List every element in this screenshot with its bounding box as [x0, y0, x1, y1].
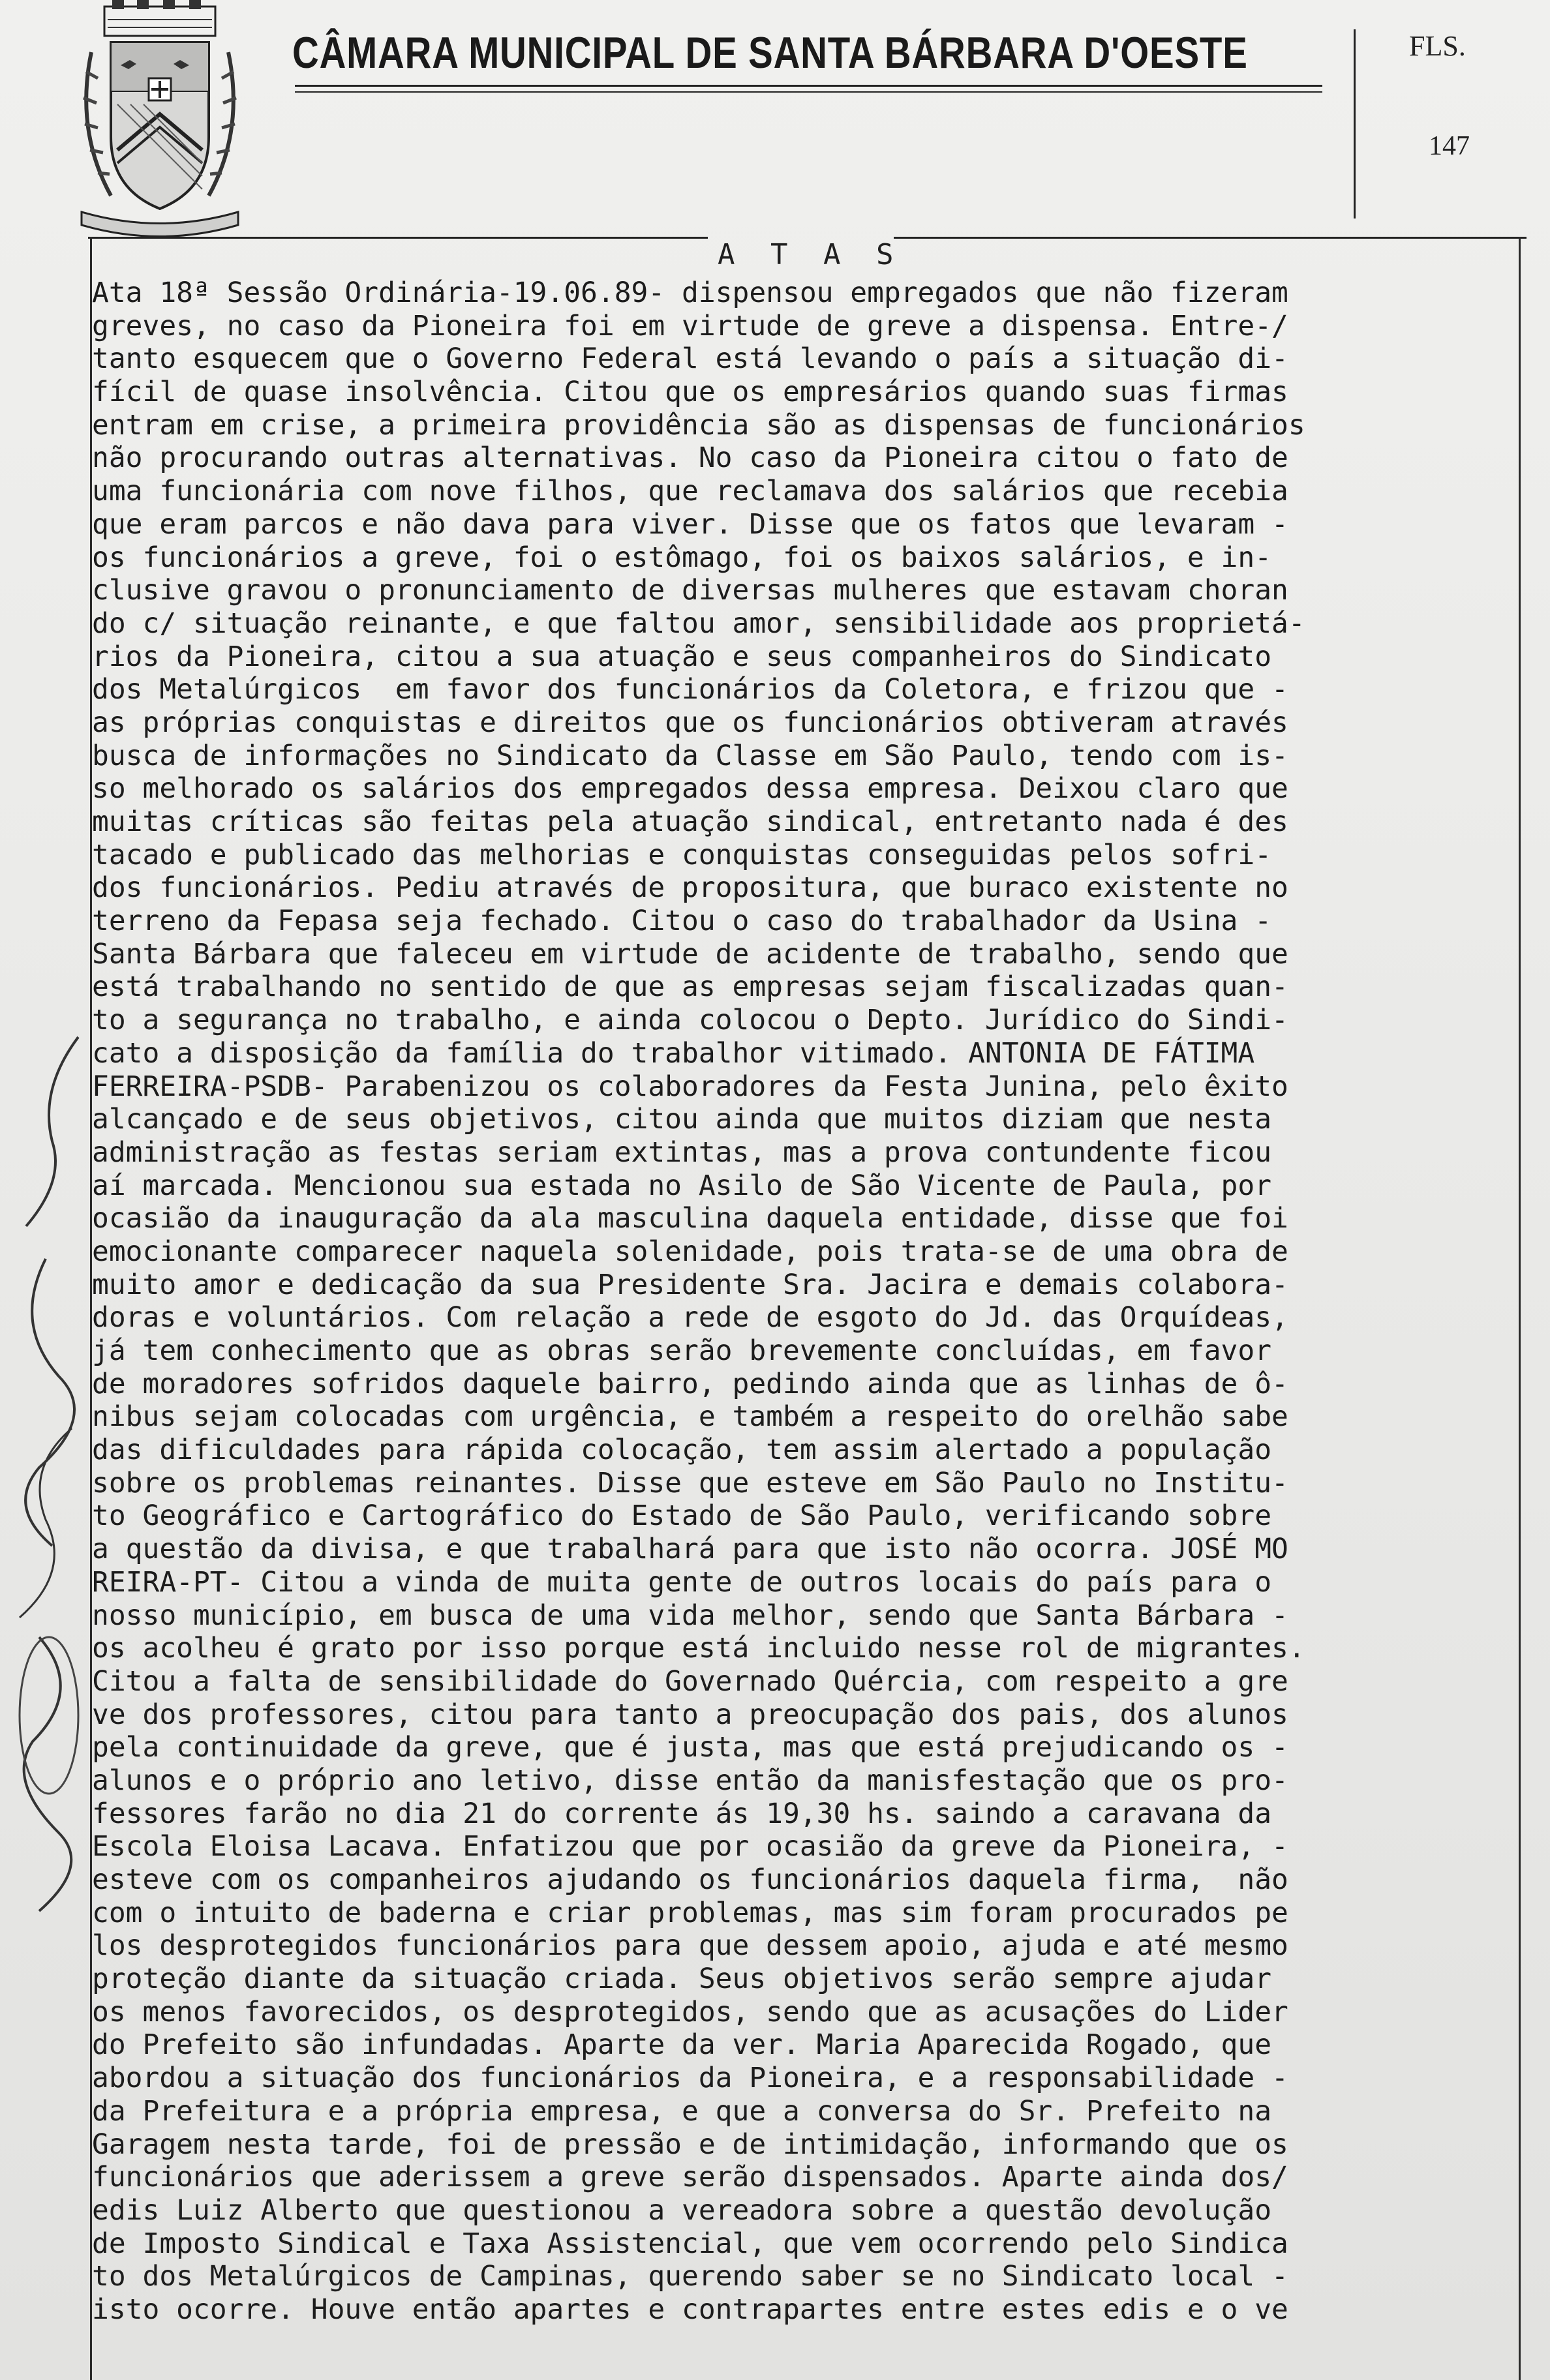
- minutes-line: do c/ situação reinante, e que faltou amor, sensibilidade aos proprietá-: [92, 607, 1305, 640]
- minutes-line: administração as festas seriam extintas, mas a prova contundente ficou: [92, 1136, 1272, 1169]
- minutes-line: já tem conhecimento que as obras serão brevemente concluídas, em favor: [92, 1334, 1272, 1367]
- minutes-line: doras e voluntários. Com relação a rede de esgoto do Jd. das Orquídeas,: [92, 1301, 1288, 1334]
- page-number: 147: [1429, 131, 1470, 161]
- municipal-crest-logo: [72, 0, 248, 241]
- minutes-line: ocasião da inauguração da ala masculina daquela entidade, disse que foi: [92, 1202, 1288, 1235]
- minutes-line: edis Luiz Alberto que questionou a vereadora sobre a questão devolução: [92, 2193, 1272, 2227]
- frame-top-rule-left: [88, 237, 708, 239]
- minutes-line: muito amor e dedicação da sua Presidente Sra. Jacira e demais colabora-: [92, 1268, 1288, 1301]
- minutes-line: aí marcada. Mencionou sua estada no Asilo de São Vicente de Paula, por: [92, 1169, 1272, 1202]
- minutes-line: os menos favorecidos, os desprotegidos, sendo que as acusações do Lider: [92, 1995, 1288, 2028]
- handwritten-signature: [0, 1011, 111, 1924]
- minutes-line: los desprotegidos funcionários para que dessem apoio, ajuda e até mesmo: [92, 1929, 1288, 1963]
- minutes-text-body: [92, 277, 1517, 2327]
- minutes-line: clusive gravou o pronunciamento de diversas mulheres que estavam choran: [92, 574, 1288, 607]
- minutes-line: ve dos professores, citou para tanto a preocupação dos pais, dos alunos: [92, 1698, 1288, 1731]
- minutes-line: está trabalhando no sentido de que as empresas sejam fiscalizadas quan-: [92, 971, 1288, 1004]
- minutes-line: de moradores sofridos daquele bairro, pedindo ainda que as linhas de ô-: [92, 1367, 1288, 1400]
- frame-right-border: [1519, 237, 1521, 2380]
- minutes-line: rios da Pioneira, citou a sua atuação e seus companheiros do Sindicato: [92, 640, 1272, 673]
- minutes-line: os funcionários a greve, foi o estômago, foi os baixos salários, e in-: [92, 541, 1272, 574]
- minutes-line: muitas críticas são feitas pela atuação sindical, entretanto nada é des: [92, 806, 1288, 838]
- minutes-line: funcionários que aderissem a greve serão dispensados. Aparte ainda dos/: [92, 2161, 1288, 2194]
- minutes-line: nosso município, em busca de uma vida melhor, sendo que Santa Bárbara -: [92, 1599, 1288, 1632]
- minutes-line: tacado e publicado das melhorias e conquistas conseguidas pelos sofri-: [92, 838, 1272, 871]
- minutes-line: abordou a situação dos funcionários da Pioneira, e a responsabilidade -: [92, 2062, 1288, 2095]
- minutes-line: a questão da divisa, e que trabalhará para que isto não ocorra. JOSÉ MO: [92, 1533, 1288, 1566]
- minutes-line: proteção diante da situação criada. Seus objetivos serão sempre ajudar: [92, 1963, 1272, 1996]
- minutes-line: terreno da Fepasa seja fechado. Citou o caso do trabalhador da Usina -: [92, 905, 1272, 938]
- title-rule-secondary: [295, 91, 1322, 93]
- title-rule: [295, 85, 1322, 87]
- minutes-line: da Prefeitura e a própria empresa, e que a conversa do Sr. Prefeito na: [92, 2094, 1272, 2128]
- minutes-line: isto ocorre. Houve então apartes e contrapartes entre estes edis e o ve: [92, 2293, 1288, 2326]
- minutes-line: emocionante comparecer naquela solenidade, pois trata-se de uma obra de: [92, 1235, 1288, 1268]
- minutes-line: Santa Bárbara que faleceu em virtude de acidente de trabalho, sendo que: [92, 937, 1288, 971]
- minutes-line: não procurando outras alternativas. No caso da Pioneira citou o fato de: [92, 442, 1288, 475]
- minutes-line: Ata 18ª Sessão Ordinária-19.06.89- dispensou empregados que não fizeram: [92, 277, 1288, 309]
- minutes-line: do Prefeito são infundadas. Aparte da ver. Maria Aparecida Rogado, que: [92, 2028, 1272, 2062]
- minutes-line: busca de informações no Sindicato da Classe em São Paulo, tendo com is-: [92, 739, 1288, 772]
- minutes-line: to dos Metalúrgicos de Campinas, querendo saber se no Sindicato local -: [92, 2260, 1288, 2293]
- minutes-line: greves, no caso da Pioneira foi em virtude de greve a dispensa. Entre-/: [92, 309, 1288, 342]
- minutes-line: alunos e o próprio ano letivo, disse então da manisfestação que os pro-: [92, 1764, 1288, 1797]
- header-title: CÂMARA MUNICIPAL DE SANTA BÁRBARA D'OESTE: [292, 28, 1248, 78]
- minutes-line: Citou a falta de sensibilidade do Governado Quércia, com respeito a gre: [92, 1664, 1288, 1698]
- minutes-line: nibus sejam colocadas com urgência, e também a respeito do orelhão sabe: [92, 1400, 1288, 1434]
- minutes-line: Garagem nesta tarde, foi de pressão e de intimidação, informando que os: [92, 2128, 1288, 2161]
- minutes-line: dos funcionários. Pediu através de propositura, que buraco existente no: [92, 871, 1288, 905]
- frame-top-rule-right: [894, 237, 1527, 239]
- minutes-line: so melhorado os salários dos empregados dessa empresa. Deixou claro que: [92, 772, 1288, 806]
- minutes-line: os acolheu é grato por isso porque está incluido nesse rol de migrantes.: [92, 1632, 1305, 1665]
- minutes-line: fícil de quase insolvência. Citou que os empresários quando suas firmas: [92, 376, 1288, 409]
- minutes-line: as próprias conquistas e direitos que os funcionários obtiveram através: [92, 706, 1288, 739]
- fls-label: FLS.: [1409, 30, 1466, 62]
- minutes-line: cato a disposição da família do trabalhor vitimado. ANTONIA DE FÁTIMA: [92, 1036, 1255, 1070]
- minutes-line: sobre os problemas reinantes. Disse que esteve em São Paulo no Institu-: [92, 1466, 1288, 1499]
- minutes-line: com o intuito de baderna e criar problemas, mas sim foram procurados pe: [92, 1896, 1288, 1929]
- minutes-line: to Geográfico e Cartográfico do Estado de São Paulo, verificando sobre: [92, 1499, 1272, 1533]
- minutes-line: uma funcionária com nove filhos, que reclamava dos salários que recebia: [92, 475, 1288, 508]
- minutes-line: pela continuidade da greve, que é justa, mas que está prejudicando os -: [92, 1731, 1288, 1764]
- minutes-line: das dificuldades para rápida colocação, tem assim alertado a população: [92, 1434, 1272, 1467]
- minutes-line: fessores farão no dia 21 do corrente ás 19,30 hs. saindo a caravana da: [92, 1797, 1272, 1830]
- minutes-line: esteve com os companheiros ajudando os funcionários daquela firma, não: [92, 1863, 1288, 1896]
- minutes-line: FERREIRA-PSDB- Parabenizou os colaboradores da Festa Junina, pelo êxito: [92, 1070, 1288, 1103]
- section-heading: A T A S: [718, 238, 903, 271]
- minutes-line: tanto esquecem que o Governo Federal está levando o país a situação di-: [92, 342, 1288, 376]
- minutes-line: que eram parcos e não dava para viver. Disse que os fatos que levaram -: [92, 507, 1288, 541]
- header-divider: [1354, 29, 1356, 218]
- minutes-line: to a segurança no trabalho, e ainda colocou o Depto. Jurídico do Sindi-: [92, 1004, 1288, 1037]
- minutes-line: de Imposto Sindical e Taxa Assistencial, que vem ocorrendo pelo Sindica: [92, 2227, 1288, 2260]
- minutes-line: Escola Eloisa Lacava. Enfatizou que por ocasião da greve da Pioneira, -: [92, 1830, 1288, 1863]
- minutes-line: alcançado e de seus objetivos, citou ainda que muitos diziam que nesta: [92, 1103, 1272, 1136]
- minutes-line: entram em crise, a primeira providência são as dispensas de funcionários: [92, 408, 1305, 442]
- minutes-line: dos Metalúrgicos em favor dos funcionários da Coletora, e frizou que -: [92, 673, 1288, 706]
- minutes-line: REIRA-PT- Citou a vinda de muita gente de outros locais do país para o: [92, 1565, 1272, 1599]
